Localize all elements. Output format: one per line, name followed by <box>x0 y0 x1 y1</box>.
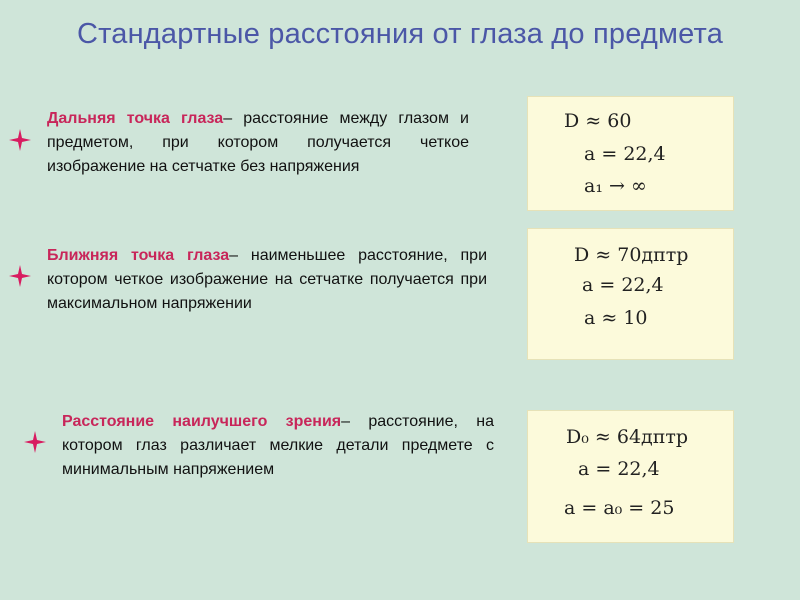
section-near-point-text <box>47 244 487 316</box>
section-term: Ближняя точка глаза <box>47 247 230 264</box>
four-point-star-icon <box>8 128 32 152</box>
section-best-vision-text <box>62 410 494 482</box>
formula-line: D ≈ 70дптр <box>574 244 689 266</box>
formula-box-best-vision <box>527 410 734 543</box>
slide-title: Стандартные расстояния от глаза до предмета <box>76 18 724 50</box>
four-point-star-icon <box>8 264 32 288</box>
section-far-point-text <box>47 107 469 179</box>
formula-line: D₀ ≈ 64дптр <box>566 426 689 448</box>
formula-line: a = 22,4 <box>582 274 664 296</box>
section-definition: – расстояние, на котором глаз различает мелкие детали предмете с минимальным напряжением <box>62 413 494 478</box>
formula-line: D ≈ 60 <box>564 110 632 132</box>
section-definition: – наименьшее расстояние, при котором четкое изображение на сетчатке получается при максимальном напряжении <box>47 247 488 312</box>
section-definition: – расстояние между глазом и предметом, при котором получается четкое изображение на сетчатке без напряжения <box>47 110 469 175</box>
formula-box-near-point <box>527 228 734 360</box>
section-term: Расстояние наилучшего зрения <box>62 413 342 430</box>
four-point-star-icon <box>23 430 47 454</box>
formula-line: a = 22,4 <box>584 143 666 165</box>
formula-line: a₁ → ∞ <box>584 175 647 197</box>
formula-line: a ≈ 10 <box>584 307 648 329</box>
formula-box-far-point <box>527 96 734 211</box>
formula-line: a = a₀ = 25 <box>564 497 675 519</box>
formula-line: a = 22,4 <box>578 458 660 480</box>
section-term: Дальняя точка глаза <box>47 110 224 127</box>
